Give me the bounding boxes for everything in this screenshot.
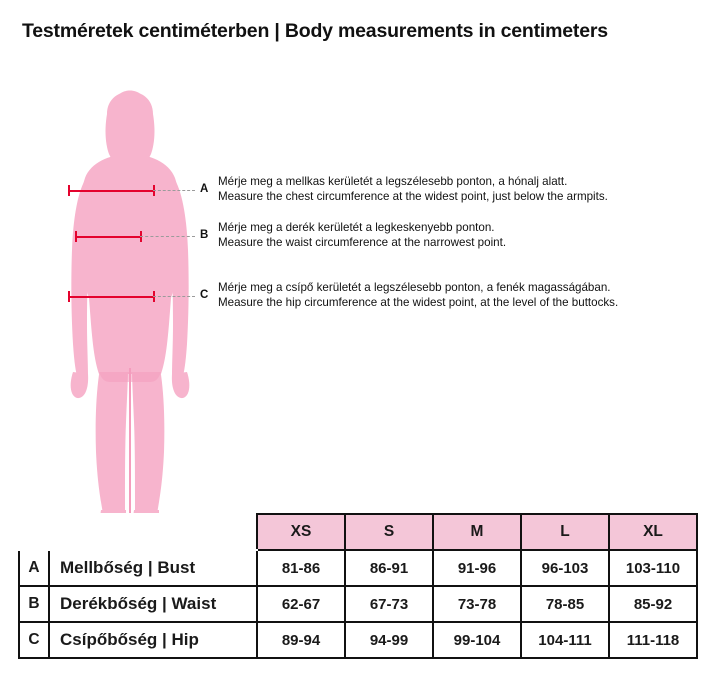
table-header-m: M: [433, 514, 521, 550]
row-name-waist: Derékbőség | Waist: [49, 586, 257, 622]
description-hip: [218, 280, 708, 311]
cell-hip-xl: 111-118: [609, 622, 697, 658]
row-name-hip: Csípőbőség | Hip: [49, 622, 257, 658]
cell-bust-s: 86-91: [345, 550, 433, 586]
marker-letter-waist: B: [200, 229, 209, 241]
cell-hip-m: 99-104: [433, 622, 521, 658]
cell-bust-xs: 81-86: [257, 550, 345, 586]
table-row: [19, 586, 697, 622]
row-letter-bust: A: [19, 550, 49, 586]
cell-bust-xl: 103-110: [609, 550, 697, 586]
table-header-row: [19, 514, 697, 550]
marker-letter-bust: A: [200, 183, 209, 195]
marker-letter-hip: C: [200, 289, 209, 301]
table-header-l: L: [521, 514, 609, 550]
leader-line-waist: [140, 236, 195, 237]
cell-hip-xs: 89-94: [257, 622, 345, 658]
marker-line-waist: [75, 236, 140, 238]
cell-bust-m: 91-96: [433, 550, 521, 586]
cell-waist-l: 78-85: [521, 586, 609, 622]
marker-cap-bust-left: [68, 185, 70, 196]
table-header-xs: XS: [257, 514, 345, 550]
description-hip-hu: Mérje meg a csípő kerületét a legszélesebb ponton, a fenék magasságában.: [218, 281, 611, 294]
cell-hip-l: 104-111: [521, 622, 609, 658]
table-header-s: S: [345, 514, 433, 550]
row-name-bust: Mellbőség | Bust: [49, 550, 257, 586]
description-bust-hu: Mérje meg a mellkas kerületét a legszélesebb ponton, a hónalj alatt.: [218, 175, 568, 188]
cell-bust-l: 96-103: [521, 550, 609, 586]
table-header-xl: XL: [609, 514, 697, 550]
row-letter-hip: C: [19, 622, 49, 658]
female-body-silhouette: [55, 62, 205, 522]
leader-line-hip: [153, 296, 195, 297]
leader-line-bust: [153, 190, 195, 191]
row-letter-waist: B: [19, 586, 49, 622]
page-title: Testméretek centiméterben | Body measurements in centimeters: [22, 20, 608, 42]
description-waist-hu: Mérje meg a derék kerületét a legkeskenyebb ponton.: [218, 221, 495, 234]
cell-waist-m: 73-78: [433, 586, 521, 622]
description-waist-en: Measure the waist circumference at the narrowest point.: [218, 236, 507, 250]
table-row: [19, 622, 697, 658]
cell-waist-xl: 85-92: [609, 586, 697, 622]
description-waist: [218, 220, 708, 251]
silhouette-svg: [55, 62, 205, 522]
cell-waist-s: 67-73: [345, 586, 433, 622]
marker-cap-waist-left: [75, 231, 77, 242]
table-corner-name: [49, 514, 257, 550]
table-corner-letter: [19, 514, 49, 550]
cell-hip-s: 94-99: [345, 622, 433, 658]
measurements-table: [18, 513, 698, 659]
description-bust: [218, 174, 708, 205]
description-bust-en: Measure the chest circumference at the widest point, just below the armpits.: [218, 190, 608, 204]
cell-waist-xs: 62-67: [257, 586, 345, 622]
marker-line-bust: [68, 190, 153, 192]
table-row: [19, 550, 697, 586]
description-hip-en: Measure the hip circumference at the widest point, at the level of the buttocks.: [218, 296, 619, 310]
marker-line-hip: [68, 296, 153, 298]
marker-cap-hip-left: [68, 291, 70, 302]
